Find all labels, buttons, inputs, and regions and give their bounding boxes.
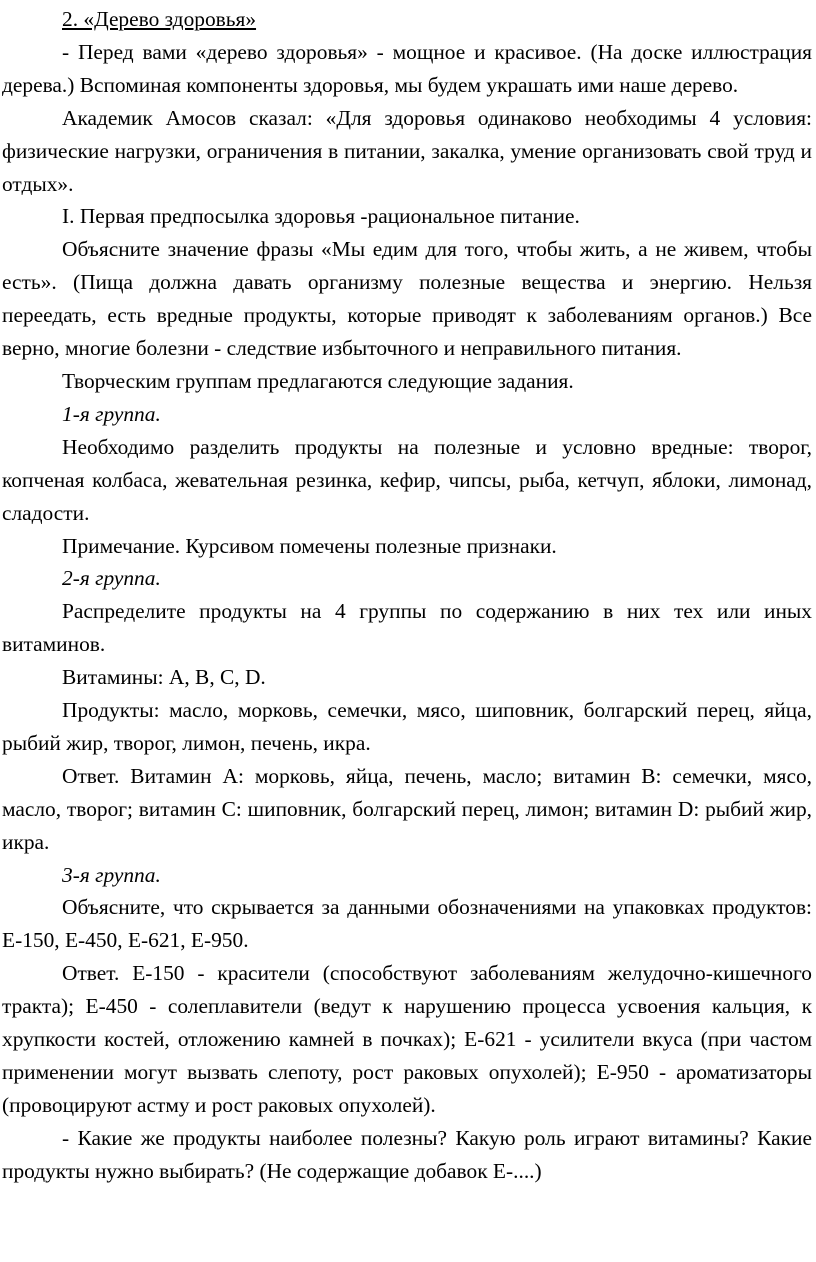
paragraph-vitamins: Витамины: А, В, С, D.	[62, 665, 266, 690]
section-heading	[2, 3, 812, 36]
paragraph-vitamin-answer: Ответ. Витамин А: морковь, яйца, печень, масло; витамин В: семечки, мясо, масло, творог; витамин С: шиповник, болгарский перец, лимон; витамин D: рыбий жир, икра.	[2, 763, 812, 854]
paragraph-group-tasks: Творческим группам предлагаются следующие задания.	[62, 368, 574, 393]
section-title: 2. «Дерево здоровья»	[62, 7, 257, 31]
paragraph-additives-answer: Ответ. Е-150 - красители (способствуют заболеваниям желудочно-кишечного тракта); Е-450 - солеплавители (ведут к нарушению процесса усвоения кальция, к хрупкости костей, отложению камней в почках); Е-621 - усилители вкуса (при частом применении могут вызвать слепоту, рост раковых опухолей); Е-950 - ароматизаторы (провоцируют астму и рост раковых опухолей).	[2, 961, 812, 1117]
paragraph-phrase-meaning: Объясните значение фразы «Мы едим для того, чтобы жить, а не живем, чтобы есть». (Пища должна давать организму полезные вещества и энергию. Нельзя переедать, есть вредные продукты, которые приводят к заболеваниям органов.) Все верно, многие болезни - следствие избыточного и неправильного питания.	[2, 237, 812, 361]
paragraph-closing-questions: - Какие же продукты наиболее полезны? Какую роль играют витамины? Какие продукты нужно выбирать? (Не содержащие добавок Е-....)	[2, 1125, 812, 1183]
paragraph-nutrition-premise: I. Первая предпосылка здоровья -рациональное питание.	[62, 204, 580, 229]
paragraph-tree-intro: - Перед вами «дерево здоровья» - мощное и красивое. (На доске иллюстрация дерева.) Вспоминая компоненты здоровья, мы будем украшать ими наше дерево.	[2, 39, 812, 97]
group-3-label: 3-я группа.	[62, 862, 161, 887]
group-2-label: 2-я группа.	[62, 566, 161, 591]
paragraph-group-2-task: Распределите продукты на 4 группы по содержанию в них тех или иных витаминов.	[2, 599, 812, 657]
paragraph-group-3-task: Объясните, что скрывается за данными обозначениями на упаковках продуктов: Е-150, Е-450, Е-621, Е-950.	[2, 895, 812, 953]
paragraph-amosov-quote: Академик Амосов сказал: «Для здоровья одинаково необходимы 4 условия: физические нагрузки, ограничения в питании, закалка, умение организовать свой труд и отдых».	[2, 105, 812, 196]
paragraph-products: Продукты: масло, морковь, семечки, мясо, шиповник, болгарский перец, яйца, рыбий жир, творог, лимон, печень, икра.	[2, 698, 812, 755]
group-1-label: 1-я группа.	[62, 401, 161, 426]
paragraph-note: Примечание. Курсивом помечены полезные признаки.	[62, 533, 557, 558]
paragraph-group-1-task: Необходимо разделить продукты на полезные и условно вредные: творог, копченая колбаса, жевательная резинка, кефир, чипсы, рыба, кетчуп, яблоки, лимонад, сладости.	[2, 434, 812, 525]
